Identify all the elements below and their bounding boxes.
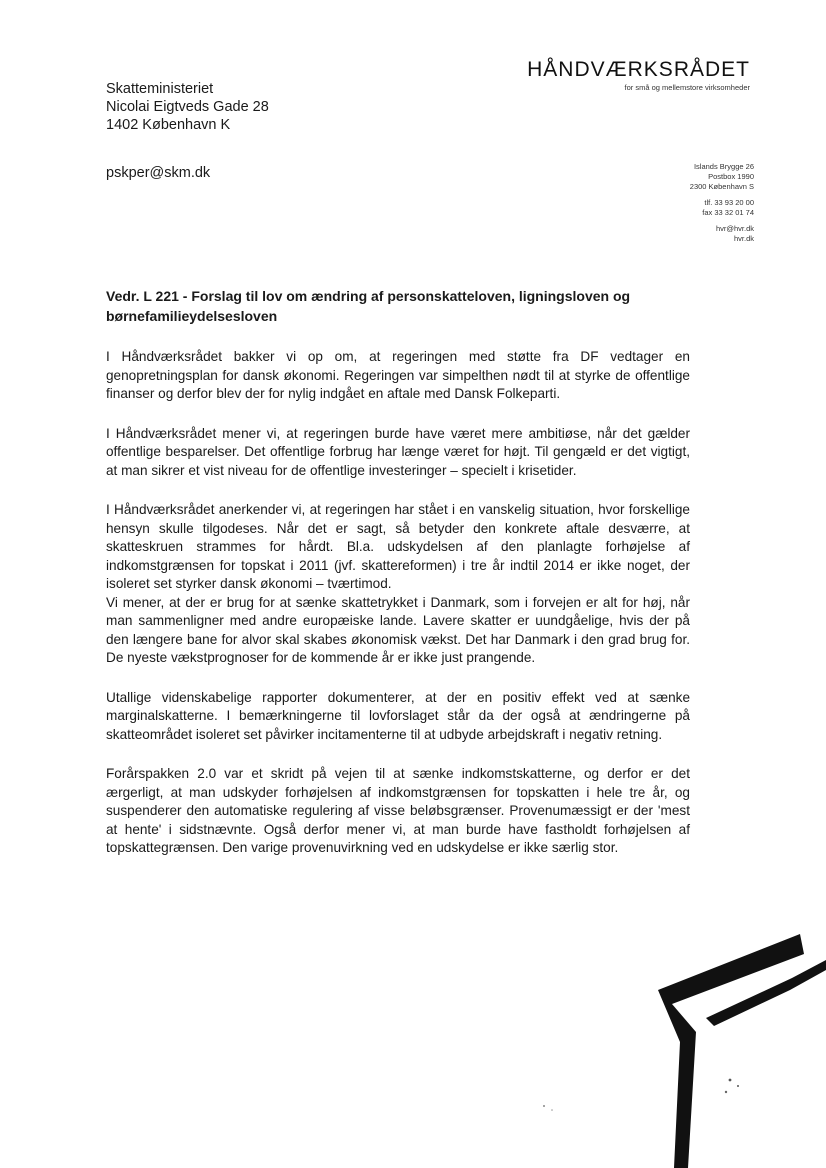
recipient-name: Skatteministeriet <box>106 81 214 97</box>
sender-contact-block <box>690 162 754 244</box>
logo-name: HÅNDVÆRKSRÅDET <box>527 58 750 81</box>
contact-postbox: Postbox 1990 <box>708 172 754 181</box>
recipient-email: pskper@skm.dk <box>106 165 211 181</box>
decorative-corner-graphic <box>500 930 826 1168</box>
contact-email: hvr@hvr.dk <box>715 224 754 233</box>
body-paragraph: Utallige videnskabelige rapporter dokumenterer, at der en positiv effekt ved at sænke marginalskatterne. I bemærkningerne til lovforslaget står da der også at ændringerne på skatteområdet isoleret set påvirker incitamenterne til at udbyde arbejdskraft i negativ retning. <box>106 689 690 742</box>
contact-street: Islands Brygge 26 <box>693 162 754 171</box>
letter-subject: Vedr. L 221 - Forslag til lov om ændring af personskatteloven, ligningsloven og børnefamilieydelsesloven <box>106 288 631 324</box>
logo-tagline: for små og mellemstore virksomheder <box>624 83 750 92</box>
sender-logo <box>527 58 750 92</box>
body-paragraph: I Håndværksrådet anerkender vi, at regeringen har stået i en vanskelig situation, hvor forskellige hensyn skulle tilgodeses. Når det er sagt, så betyder den konkrete aftale desværre, at skatteskruen strammes for hårdt. Bl.a. udskydelsen af den planlagte forhøjelse af indkomstgrænsen for topskat i 2011 (jvf. skattereformen) i tre år indtil 2014 er ikke noget, der isoleret set styrker dansk økonomi – tværtimod. <box>106 502 690 591</box>
body-paragraph: I Håndværksrådet bakker vi op om, at regeringen med støtte fra DF vedtager en genopretningsplan for dansk økonomi. Regeringen var simpelthen nødt til at styrke de offentlige finanser og derfor blev der for nylig indgået en aftale med Dansk Folkeparti. <box>106 349 690 401</box>
contact-phone: tlf. 33 93 20 00 <box>704 198 754 207</box>
letter-body <box>106 348 690 879</box>
recipient-address <box>106 80 269 182</box>
body-paragraph: I Håndværksrådet mener vi, at regeringen burde have været mere ambitiøse, når det gælder offentlige besparelser. Det offentlige forbrug har længe været for højt. Til gengæld er det vigtigt, at man sikrer et vist niveau for de offentlige investeringer – specielt i krisetider. <box>106 425 690 478</box>
recipient-street: Nicolai Eigtveds Gade 28 <box>106 99 269 115</box>
body-paragraph: Vi mener, at der er brug for at sænke skattetrykket i Danmark, som i forvejen er alt for høj, når man sammenligner med andre europæiske lande. Lavere skatter er uundgåelige, hvis der på den længere bane for alvor skal skabes økonomisk vækst. Det har Danmark i den grad brug for. De nyeste vækstprognoser for de kommende år er ikke just prangende. <box>106 594 690 665</box>
contact-web: hvr.dk <box>733 234 754 243</box>
recipient-city: 1402 København K <box>106 117 231 133</box>
contact-fax: fax 33 32 01 74 <box>702 208 754 217</box>
contact-city: 2300 København S <box>689 182 754 191</box>
body-paragraph: Forårspakken 2.0 var et skridt på vejen til at sænke indkomstskatterne, og derfor er det ærgerligt, at man udskyder forhøjelsen af indkomstgrænsen for topskatten i hele tre år, og suspenderer den automatiske regulering af visse beløbsgrænser. Provenumæssigt er der 'mest at hente' i sidstnævnte. Også derfor mener vi, at man burde have fastholdt forhøjelsen af topskattegrænsen. Den varige provenuvirkning ved en udskydelse er ikke særlig stor. <box>106 766 690 855</box>
